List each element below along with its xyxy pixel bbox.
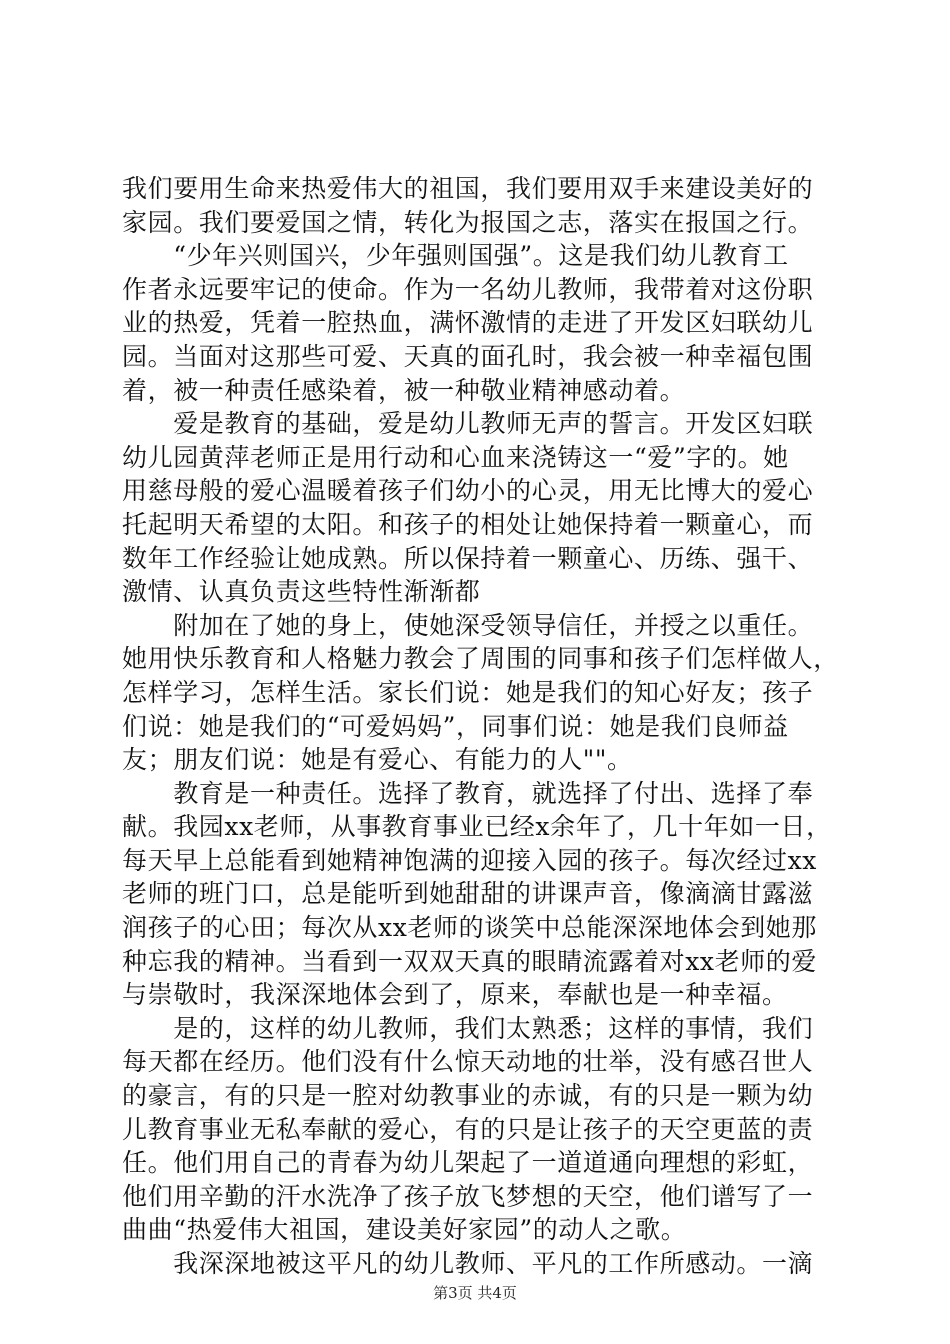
text-line: 献。我园xx老师，从事教育事业已经x余年了，几十年如一日，: [122, 812, 832, 842]
page-footer: 第3页 共4页: [433, 1284, 517, 1302]
text-line: 友；朋友们说：她是有爱心、有能力的人""。: [122, 745, 633, 775]
text-line: 业的热爱，凭着一腔热血，满怀激情的走进了开发区妇联幼儿: [122, 308, 814, 338]
body-text: [122, 172, 839, 1281]
text-line: 着，被一种责任感染着，被一种敬业精神感动着。: [122, 375, 686, 405]
text-line: 老师的班门口，总是能听到她甜甜的讲课声音，像滴滴甘露滋: [122, 879, 814, 909]
text-line: 怎样学习，怎样生活。家长们说：她是我们的知心好友；孩子: [122, 677, 814, 707]
text-line: 用慈母般的爱心温暖着孩子们幼小的心灵，用无比博大的爱心: [122, 476, 814, 506]
text-line: 幼儿园黄萍老师正是用行动和心血来浇铸这一“爱”字的。她: [122, 442, 789, 472]
text-line: “少年兴则国兴，少年强则国强”。这是我们幼儿教育工: [122, 241, 789, 271]
text-line: 每天都在经历。他们没有什么惊天动地的壮举，没有感召世人: [122, 1047, 814, 1077]
text-line: 润孩子的心田；每次从xx老师的谈笑中总能深深地体会到她那: [122, 913, 818, 943]
text-line: 是的，这样的幼儿教师，我们太熟悉；这样的事情，我们: [122, 1013, 814, 1043]
text-line: 激情、认真负责这些特性渐渐都: [122, 577, 481, 607]
text-line: 儿教育事业无私奉献的爱心，有的只是让孩子的天空更蓝的责: [122, 1114, 814, 1144]
text-line: 她用快乐教育和人格魅力教会了周围的同事和孩子们怎样做人，: [122, 644, 839, 674]
text-line: 家园。我们要爱国之情，转化为报国之志，落实在报国之行。: [122, 207, 814, 237]
text-line: 我们要用生命来热爱伟大的祖国，我们要用双手来建设美好的: [122, 174, 814, 203]
text-line: 数年工作经验让她成熟。所以保持着一颗童心、历练、强干、: [122, 543, 814, 573]
text-line: 们说：她是我们的“可爱妈妈”，同事们说：她是我们良师益: [122, 711, 789, 741]
text-line: 爱是教育的基础，爱是幼儿教师无声的誓言。开发区妇联: [122, 409, 814, 439]
text-line: 每天早上总能看到她精神饱满的迎接入园的孩子。每次经过xx: [122, 845, 818, 875]
text-line: 我深深地被这平凡的幼儿教师、平凡的工作所感动。一滴: [122, 1249, 814, 1278]
text-line: 作者永远要牢记的使命。作为一名幼儿教师，我带着对这份职: [122, 274, 814, 304]
text-line: 托起明天希望的太阳。和孩子的相处让她保持着一颗童心，而: [122, 509, 814, 539]
text-line: 任。他们用自己的青春为幼儿架起了一道道通向理想的彩虹，: [122, 1148, 814, 1178]
text-line: 园。当面对这那些可爱、天真的面孔时，我会被一种幸福包围: [122, 341, 814, 371]
text-line: 附加在了她的身上，使她深受领导信任，并授之以重任。: [122, 610, 814, 640]
text-line: 种忘我的精神。当看到一双双天真的眼睛流露着对xx老师的爱: [122, 946, 818, 976]
text-line: 他们用辛勤的汗水洗净了孩子放飞梦想的天空，他们谱写了一: [122, 1181, 814, 1211]
text-line: 的豪言，有的只是一腔对幼教事业的赤诚，有的只是一颗为幼: [122, 1081, 814, 1111]
text-line: 教育是一种责任。选择了教育，就选择了付出、选择了奉: [122, 778, 814, 808]
text-line: 曲曲“热爱伟大祖国，建设美好家园”的动人之歌。: [122, 1215, 687, 1245]
text-line: 与崇敬时，我深深地体会到了，原来，奉献也是一种幸福。: [122, 980, 788, 1010]
